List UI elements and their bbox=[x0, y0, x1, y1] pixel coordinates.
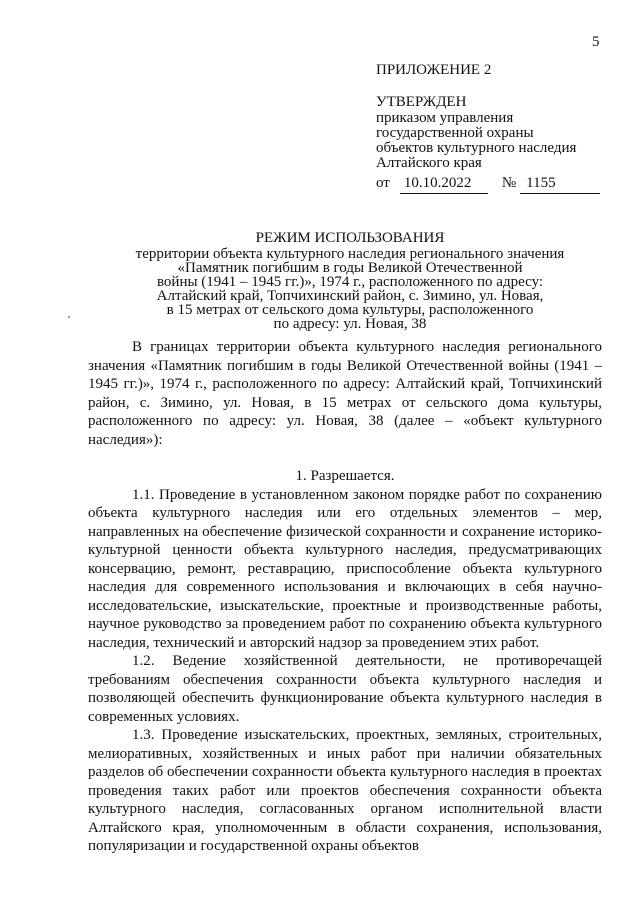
approval-block bbox=[376, 60, 616, 194]
section-heading: 1. Разрешается. bbox=[295, 468, 395, 484]
appendix-label: ПРИЛОЖЕНИЕ 2 bbox=[376, 62, 492, 78]
title-main: РЕЖИМ ИСПОЛЬЗОВАНИЯ bbox=[255, 230, 445, 246]
clause-paragraph: 1.3. Проведение изыскательских, проектных, земляных, строительных, мелиоративных, хозяйственных и иных работ при наличии обязательных разделов об обеспечении сохранности объекта культурного наследия в проектах проведения таких работ или проектов обеспечения сохранности объекта культурного наследия, согласованных органом исполнительной власти Алтайского края, уполномоченным в области сохранения, использования, популяризации и государственной охраны объектов bbox=[88, 727, 602, 854]
date-prefix: от bbox=[376, 175, 390, 191]
title-line: Алтайский край, Топчихинский район, с. Зимино, ул. Новая, bbox=[156, 288, 544, 304]
title-line: в 15 метрах от сельского дома культуры, расположенного bbox=[166, 302, 534, 318]
approval-line: объектов культурного наследия bbox=[376, 140, 577, 156]
clause-paragraph: 1.1. Проведение в установленном законом порядке работ по сохранению объекта культурного наследия или его отдельных элементов – мер, направленных на обеспечение физической сохранности и сохранение историко-культурной ценности объекта культурного наследия, предусматривающих консервацию, ремонт, реставрацию, приспособление объекта культурного наследия для современного использования и включающих в себя научно-исследовательские, изыскательские, проектные и производственные работы, научное руководство за проведением работ по сохранению объекта культурного наследия, технический и авторский надзор за проведением этих работ. bbox=[88, 486, 602, 651]
title-line: по адресу: ул. Новая, 38 bbox=[273, 316, 427, 332]
approval-line: Алтайского края bbox=[376, 155, 482, 171]
order-date: 10.10.2022 bbox=[400, 173, 488, 194]
title-line: «Памятник погибшим в годы Великой Отечественной bbox=[177, 260, 523, 276]
document-body bbox=[88, 338, 602, 856]
approval-line: государственной охраны bbox=[376, 125, 534, 141]
title-line: территории объекта культурного наследия регионального значения bbox=[135, 246, 565, 262]
order-date-number bbox=[376, 173, 616, 194]
document-title bbox=[100, 230, 600, 331]
intro-paragraph: В границах территории объекта культурного наследия регионального значения «Памятник погибшим в годы Великой Отечественной войны (1941 – 1945 гг.)», 1974 г., расположенного по адресу: Алтайский край, Топчихинский район, с. Зимино, ул. Новая, в 15 метрах от сельского дома культуры, расположенного по адресу: ул. Новая, 38 (далее – «объект культурного наследия»): bbox=[88, 339, 602, 448]
approved-label: УТВЕРЖДЕН bbox=[376, 94, 467, 110]
page-number: 5 bbox=[592, 34, 600, 50]
number-sign: № bbox=[501, 175, 517, 191]
clause-paragraph: 1.2. Ведение хозяйственной деятельности, не противоречащей требованиям обеспечения сохранности объекта культурного наследия и позволяющей обеспечить функционирование объекта культурного наследия в современных условиях. bbox=[88, 653, 602, 725]
order-number: 1155 bbox=[520, 173, 600, 194]
approval-line: приказом управления bbox=[376, 110, 514, 126]
scan-speck bbox=[68, 316, 70, 318]
title-line: войны (1941 – 1945 гг.)», 1974 г., расположенного по адресу: bbox=[156, 274, 544, 290]
